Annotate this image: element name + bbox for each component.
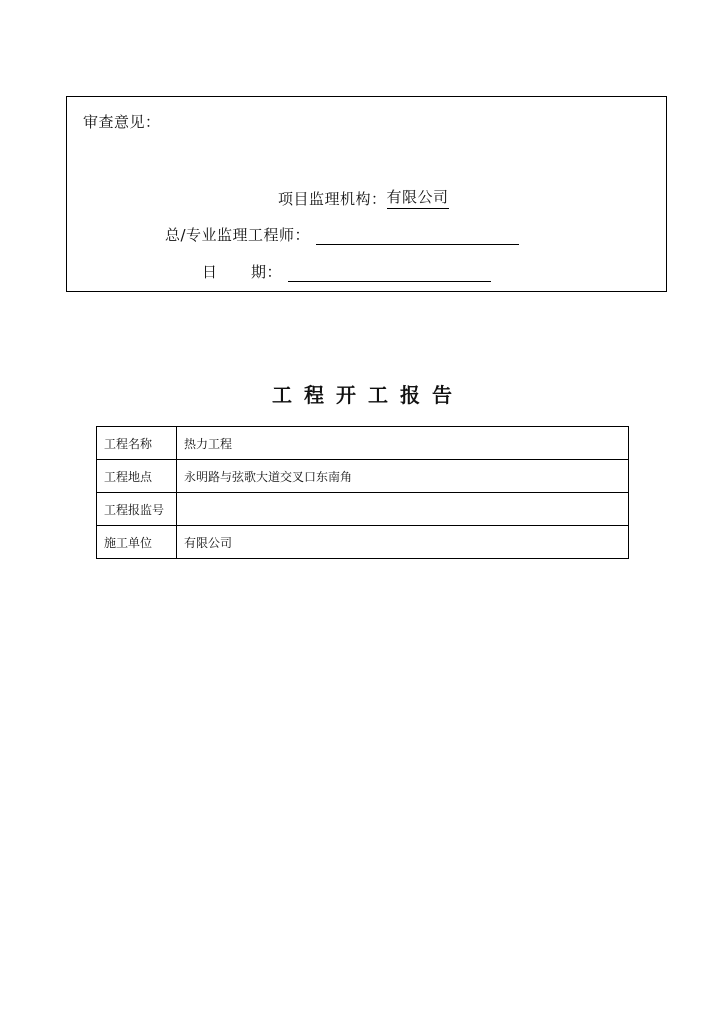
review-opinion-title: 审查意见： bbox=[83, 113, 161, 131]
date-label bbox=[202, 261, 282, 282]
row-value-project-location: 永明路与弦歌大道交叉口东南角 bbox=[177, 460, 629, 493]
date-row bbox=[202, 261, 491, 282]
date-signature-line bbox=[288, 265, 491, 282]
table-row bbox=[97, 493, 629, 526]
project-info-table bbox=[96, 426, 629, 559]
supervision-org-row bbox=[278, 186, 449, 209]
row-label-project-name: 工程名称 bbox=[97, 427, 177, 460]
table-row bbox=[97, 427, 629, 460]
date-label-char-1: 日 bbox=[202, 263, 218, 281]
supervision-org-label: 项目监理机构： bbox=[278, 190, 387, 208]
report-title: 工程开工报告 bbox=[272, 383, 464, 407]
row-value-construction-unit: 有限公司 bbox=[177, 526, 629, 559]
row-label-supervision-number: 工程报监号 bbox=[97, 493, 177, 526]
supervision-org-value: 有限公司 bbox=[387, 186, 449, 209]
supervising-engineer-label: 总/专业监理工程师： bbox=[165, 226, 311, 244]
supervising-engineer-row bbox=[165, 224, 519, 245]
table-row bbox=[97, 526, 629, 559]
row-label-project-location: 工程地点 bbox=[97, 460, 177, 493]
supervising-engineer-signature-line bbox=[316, 228, 519, 245]
review-opinion-box bbox=[66, 96, 667, 292]
date-label-char-2: 期： bbox=[250, 263, 282, 281]
table-row bbox=[97, 460, 629, 493]
row-value-supervision-number bbox=[177, 493, 629, 526]
row-value-project-name: 热力工程 bbox=[177, 427, 629, 460]
row-label-construction-unit: 施工单位 bbox=[97, 526, 177, 559]
